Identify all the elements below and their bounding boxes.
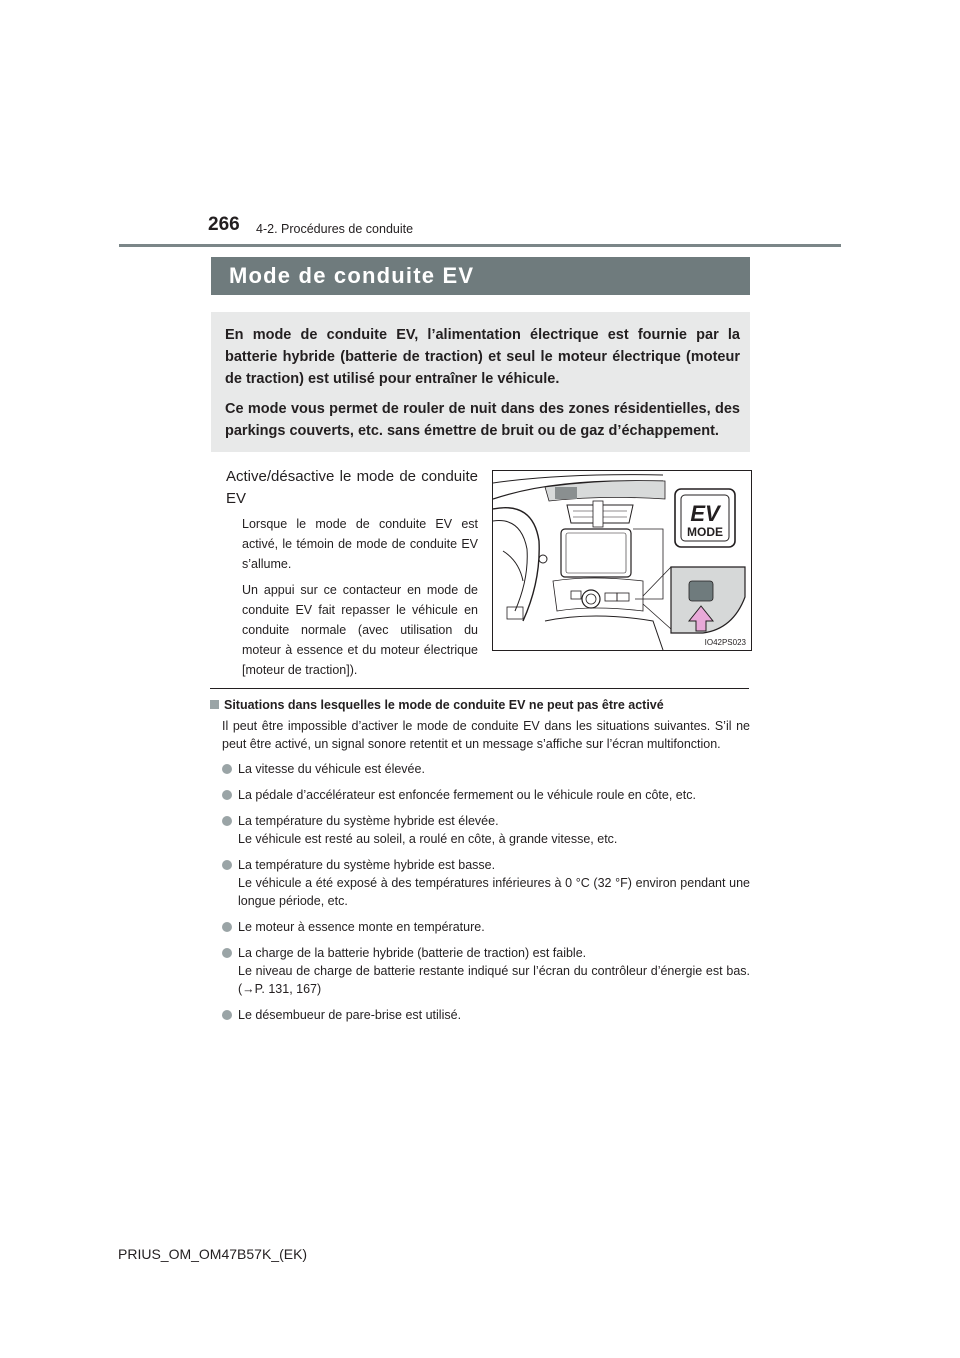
intro-box [211, 312, 750, 452]
square-bullet-icon [210, 700, 219, 709]
bullet-icon [222, 922, 232, 932]
intro-paragraph-2: Ce mode vous permet de rouler de nuit dans des zones résidentielles, des parkings couverts, etc. sans émettre de bruit ou de gaz d’échappement. [225, 401, 740, 439]
ev-mode-label: MODE [687, 525, 723, 539]
bullet-icon [222, 816, 232, 826]
bullet-icon [222, 860, 232, 870]
toggle-description [242, 514, 478, 686]
situations-section [210, 696, 750, 1032]
list-item [222, 812, 750, 848]
situations-heading [210, 696, 750, 714]
list-item-detail: Le véhicule a été exposé à des températures inférieures à 0 °C (32 °F) environ pendant une longue période, etc. [238, 876, 750, 908]
list-item [222, 786, 750, 804]
intro-paragraph-1: En mode de conduite EV, l’alimentation électrique est fournie par la batterie hybride (batterie de traction) et seul le moteur électrique (moteur de traction) est utilisé pour entraîner le véhicule. [225, 327, 740, 387]
list-item-text: Le moteur à essence monte en température. [238, 920, 485, 934]
ev-button-label: EV [690, 501, 720, 526]
list-item-text: La température du système hybride est basse. [238, 858, 496, 872]
list-item-detail: Le véhicule est resté au soleil, a roulé en côte, à grande vitesse, etc. [238, 832, 618, 846]
bullet-icon [222, 790, 232, 800]
list-item [222, 918, 750, 936]
list-item [222, 944, 750, 998]
situations-list [222, 760, 750, 1024]
toggle-paragraph-1: Lorsque le mode de conduite EV est activé, le témoin de mode de conduite EV s’allume. [242, 517, 478, 572]
bullet-icon [222, 1010, 232, 1020]
list-item-detail: Le niveau de charge de batterie restante indiqué sur l’écran du contrôleur d’énergie est bas. (→P. 131, 167) [238, 964, 750, 996]
list-item [222, 1006, 750, 1024]
situations-intro: Il peut être impossible d’activer le mode de conduite EV dans les situations suivantes. S’il ne peut être activé, un signal sonore retentit et un message s’affiche sur l’écran multifonction. [222, 719, 750, 751]
list-item-text: La charge de la batterie hybride (batterie de traction) est faible. [238, 946, 587, 960]
toggle-title: Active/désactive le mode de conduite EV [226, 468, 478, 507]
list-item-text: La température du système hybride est élevée. [238, 814, 499, 828]
list-item-text: La vitesse du véhicule est élevée. [238, 762, 425, 776]
list-item [222, 760, 750, 778]
section-divider [210, 688, 749, 689]
figure-code: IO42PS023 [704, 638, 746, 647]
bullet-icon [222, 764, 232, 774]
list-item [222, 856, 750, 910]
toggle-paragraph-2: Un appui sur ce contacteur en mode de conduite EV fait repasser le véhicule en conduite normale (avec utilisation du moteur à essence et du moteur électrique [moteur de traction]). [242, 582, 478, 678]
dashboard-illustration [493, 471, 751, 650]
header-divider [119, 244, 841, 247]
footer-document-code: PRIUS_OM_OM47B57K_(EK) [118, 1246, 308, 1262]
dashboard-figure [492, 470, 752, 651]
list-item-text: La pédale d’accélérateur est enfoncée fermement ou le véhicule roule en côte, etc. [238, 788, 696, 802]
page-title: Mode de conduite EV [211, 257, 750, 295]
page-number: 266 [208, 214, 240, 235]
list-item-text: Le désembueur de pare-brise est utilisé. [238, 1008, 462, 1022]
section-breadcrumb: 4-2. Procédures de conduite [256, 222, 414, 236]
situations-heading-text: Situations dans lesquelles le mode de conduite EV ne peut pas être activé [224, 698, 664, 712]
bullet-icon [222, 948, 232, 958]
